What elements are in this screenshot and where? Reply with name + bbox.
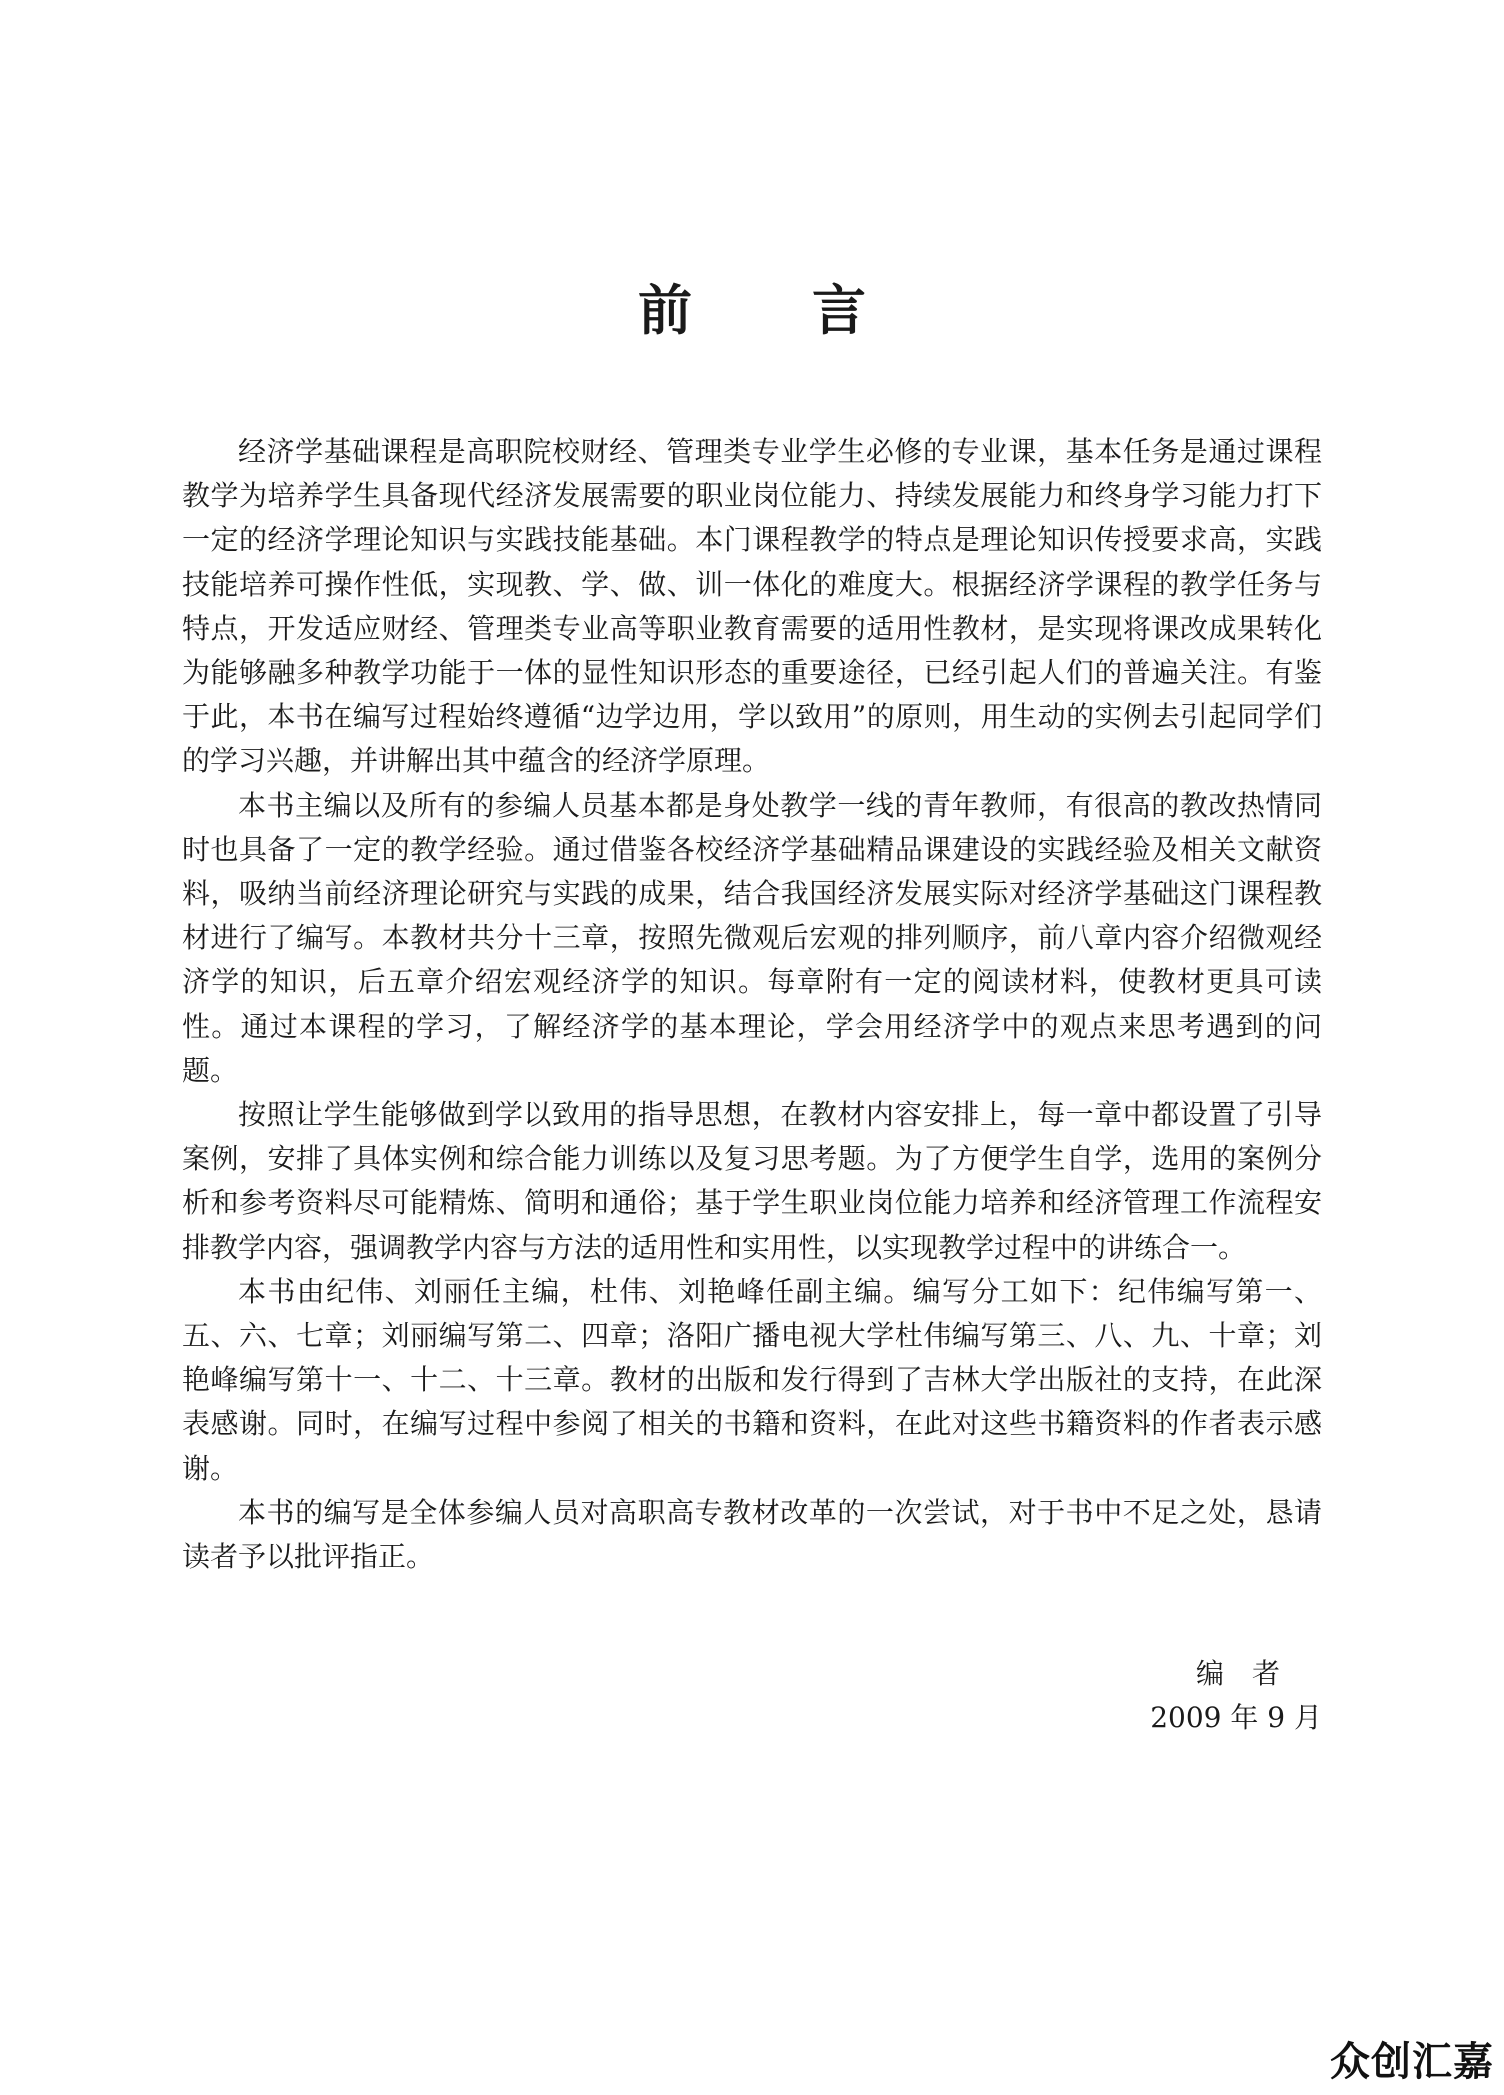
watermark-logo: 众创汇嘉	[1330, 2039, 1494, 2085]
paragraph: 本书的编写是全体参编人员对高职高专教材改革的一次尝试，对于书中不足之处，恳请读者予以批评指正。	[182, 1495, 1322, 1574]
signature-date: 2009 年 9 月	[1150, 1701, 1322, 1734]
signature-author: 编者	[1195, 1657, 1308, 1690]
paragraph: 本书主编以及所有的参编人员基本都是身处教学一线的青年教师，有很高的教改热情同时也具备了一定的教学经验。通过借鉴各校经济学基础精品课建设的实践经验及相关文献资料，吸纳当前经济理论研究与实践的成果，结合我国经济发展实际对经济学基础这门课程教材进行了编写。本教材共分十三章，按照先微观后宏观的排列顺序，前八章内容介绍微观经济学的知识，后五章介绍宏观经济学的知识。每章附有一定的阅读材料，使教材更具可读性。通过本课程的学习，了解经济学的基本理论，学会用经济学中的观点来思考遇到的问题。	[182, 788, 1322, 1087]
page-title: 前言	[638, 278, 986, 342]
paragraph: 按照让学生能够做到学以致用的指导思想，在教材内容安排上，每一章中都设置了引导案例，安排了具体实例和综合能力训练以及复习思考题。为了方便学生自学，选用的案例分析和参考资料尽可能精炼、简明和通俗；基于学生职业岗位能力培养和经济管理工作流程安排教学内容，强调教学内容与方法的适用性和实用性，以实现教学过程中的讲练合一。	[182, 1098, 1322, 1264]
signature-block	[1150, 1652, 1322, 1740]
paragraph: 经济学基础课程是高职院校财经、管理类专业学生必修的专业课，基本任务是通过课程教学为培养学生具备现代经济发展需要的职业岗位能力、持续发展能力和终身学习能力打下一定的经济学理论知识与实践技能基础。本门课程教学的特点是理论知识传授要求高，实践技能培养可操作性低，实现教、学、做、训一体化的难度大。根据经济学课程的教学任务与特点，开发适应财经、管理类专业高等职业教育需要的适用性教材，是实现将课改成果转化为能够融多种教学功能于一体的显性知识形态的重要途径，已经引起人们的普遍关注。有鉴于此，本书在编写过程始终遵循“边学边用，学以致用”的原则，用生动的实例去引起同学们的学习兴趣，并讲解出其中蕴含的经济学原理。	[182, 435, 1322, 778]
preface-body	[182, 430, 1322, 1579]
paragraph: 本书由纪伟、刘丽任主编，杜伟、刘艳峰任副主编。编写分工如下：纪伟编写第一、五、六、七章；刘丽编写第二、四章；洛阳广播电视大学杜伟编写第三、八、九、十章；刘艳峰编写第十一、十二、十三章。教材的出版和发行得到了吉林大学出版社的支持，在此深表感谢。同时，在编写过程中参阅了相关的书籍和资料，在此对这些书籍资料的作者表示感谢。	[182, 1274, 1322, 1485]
